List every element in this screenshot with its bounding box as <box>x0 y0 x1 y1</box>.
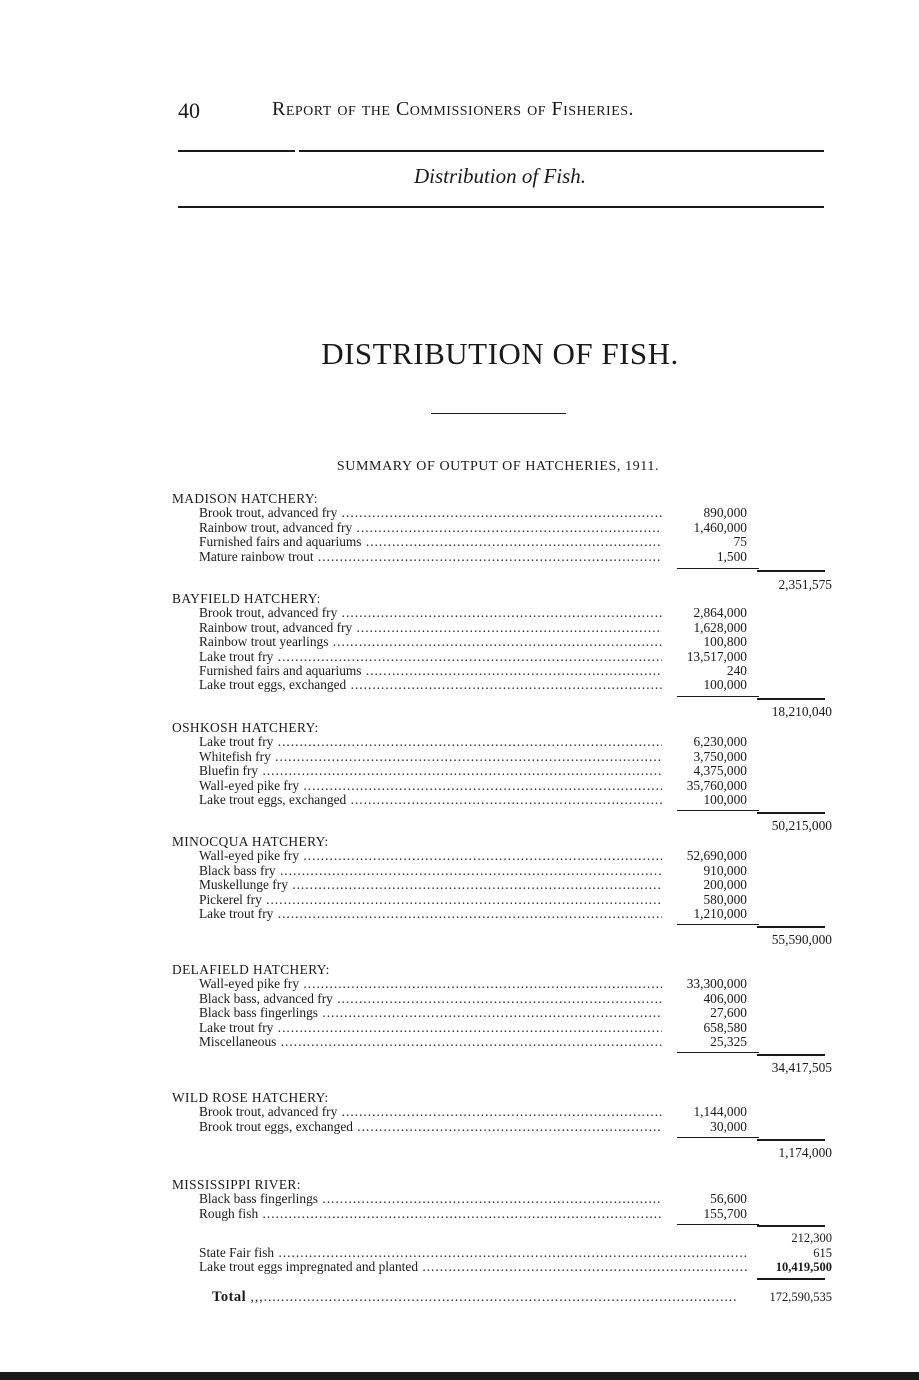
section-delafield <box>172 962 832 1075</box>
row-label: Miscellaneous ..... <box>199 1035 662 1049</box>
page-title: DISTRIBUTION OF FISH. <box>321 336 679 371</box>
row-label: Brook trout, advanced fry ..... <box>199 1105 662 1119</box>
table-row <box>172 650 832 664</box>
title-underline <box>431 413 566 414</box>
table-row <box>172 1021 832 1035</box>
row-label: Mature rainbow trout ..... <box>199 550 662 564</box>
section-minocqua <box>172 834 832 947</box>
table-row <box>172 678 832 692</box>
row-value: 1,460,000 <box>689 521 747 535</box>
running-title: Report of the Commissioners of Fisheries. <box>272 98 635 120</box>
row-label: Whitefish fry ..... <box>199 750 662 764</box>
row-label: Lake trout fry ..... <box>199 650 662 664</box>
row-value: 200,000 <box>699 878 747 892</box>
row-value: 33,300,000 <box>683 977 747 991</box>
subtotal-rule <box>677 924 759 925</box>
row-value: 10,419,500 <box>775 1260 832 1275</box>
subtotal-rule <box>677 810 759 811</box>
row-value: 56,600 <box>706 1192 747 1206</box>
extras-block <box>172 1246 832 1275</box>
subtotal-rule <box>757 812 825 814</box>
section-heading: OSHKOSH HATCHERY: <box>172 720 319 735</box>
section-heading: DELAFIELD HATCHERY: <box>172 962 330 977</box>
table-row <box>172 550 832 564</box>
section-wild-rose <box>172 1090 832 1160</box>
row-value: 1,210,000 <box>689 907 747 921</box>
row-label: Furnished fairs and aquariums ..... <box>199 535 662 549</box>
row-label: Black bass fingerlings ..... <box>199 1006 662 1020</box>
table-row <box>172 907 832 921</box>
grand-total-row <box>172 1290 832 1306</box>
table-row <box>172 1120 832 1134</box>
row-label: Black bass, advanced fry ..... <box>199 992 662 1006</box>
row-value: 1,628,000 <box>689 621 747 635</box>
row-label: Rainbow trout, advanced fry ..... <box>199 521 662 535</box>
summary-title: SUMMARY OF OUTPUT OF HATCHERIES, 1911. <box>336 459 660 474</box>
table-row <box>172 621 832 635</box>
row-label: Lake trout fry ..... <box>199 735 662 749</box>
row-value: 100,800 <box>699 635 747 649</box>
row-value: 1,500 <box>713 550 747 564</box>
row-label: State Fair fish ..... <box>199 1246 747 1260</box>
row-value: 75 <box>730 535 747 549</box>
section-subtotal: 2,351,575 <box>778 577 832 592</box>
row-value: 910,000 <box>699 864 747 878</box>
table-row <box>172 1260 832 1274</box>
row-value: 25,325 <box>706 1035 747 1049</box>
row-label: Brook trout eggs, exchanged ..... <box>199 1120 662 1134</box>
row-value: 1,144,000 <box>689 1105 747 1119</box>
row-value: 406,000 <box>699 992 747 1006</box>
table-row <box>172 664 832 678</box>
table-row <box>172 977 832 991</box>
total-value: 172,590,535 <box>769 1290 832 1304</box>
row-value: 580,000 <box>699 893 747 907</box>
row-value: 3,750,000 <box>689 750 747 764</box>
row-label: Lake trout fry ..... <box>199 1021 662 1035</box>
header-rule-top-left <box>178 150 295 152</box>
row-label: Brook trout, advanced fry ..... <box>199 606 662 620</box>
row-label: Wall-eyed pike fry ..... <box>199 849 662 863</box>
section-subtotal: 18,210,040 <box>771 704 832 719</box>
table-row <box>172 535 832 549</box>
table-row <box>172 793 832 807</box>
subtotal-rule <box>677 696 759 697</box>
section-heading: WILD ROSE HATCHERY: <box>172 1090 329 1105</box>
table-row <box>172 735 832 749</box>
section-heading: MISSISSIPPI RIVER: <box>172 1177 301 1192</box>
subtotal-rule <box>757 570 825 572</box>
subtotal-rule <box>677 1224 759 1225</box>
row-label: Furnished fairs and aquariums ..... <box>199 664 662 678</box>
row-label: Rainbow trout, advanced fry ..... <box>199 621 662 635</box>
row-value: 658,580 <box>699 1021 747 1035</box>
section-heading: MADISON HATCHERY: <box>172 491 318 506</box>
row-label: Lake trout eggs impregnated and planted ..... <box>199 1260 747 1274</box>
total-rule <box>757 1278 825 1280</box>
row-value: 35,760,000 <box>683 779 747 793</box>
row-value: 2,864,000 <box>689 606 747 620</box>
section-subtotal: 1,174,000 <box>778 1145 832 1160</box>
row-value: 4,375,000 <box>689 764 747 778</box>
row-label: Wall-eyed pike fry ..... <box>199 779 662 793</box>
section-subtotal: 55,590,000 <box>771 932 832 947</box>
row-label: Pickerel fry ..... <box>199 893 662 907</box>
row-value: 27,600 <box>706 1006 747 1020</box>
section-heading: BAYFIELD HATCHERY: <box>172 591 321 606</box>
row-value: 615 <box>813 1246 832 1260</box>
total-leader-dots: ,,,............................................................................................................. <box>246 1290 738 1304</box>
section-subtitle: Distribution of Fish. <box>413 164 587 188</box>
table-row <box>172 1290 832 1306</box>
subtotal-rule <box>677 568 759 569</box>
table-row <box>172 893 832 907</box>
subtotal-rule <box>757 698 825 700</box>
section-heading: MINOCQUA HATCHERY: <box>172 834 329 849</box>
total-label: Total <box>212 1290 247 1305</box>
row-label: Bluefin fry ..... <box>199 764 662 778</box>
row-value: 52,690,000 <box>683 849 747 863</box>
table-row <box>172 1035 832 1049</box>
table-row <box>172 1105 832 1119</box>
table-row <box>172 992 832 1006</box>
table-row <box>172 779 832 793</box>
table-row <box>172 750 832 764</box>
page-number: 40 <box>178 98 200 123</box>
row-value: 6,230,000 <box>689 735 747 749</box>
table-row <box>172 878 832 892</box>
row-label: Black bass fry ..... <box>199 864 662 878</box>
row-label: Muskellunge fry ..... <box>199 878 662 892</box>
row-value: 13,517,000 <box>683 650 747 664</box>
subtotal-rule <box>677 1052 759 1053</box>
row-label: Wall-eyed pike fry ..... <box>199 977 662 991</box>
subtotal-rule <box>757 926 825 928</box>
table-row <box>172 1006 832 1020</box>
subtotal-rule <box>757 1225 825 1227</box>
row-value: 155,700 <box>699 1207 747 1221</box>
row-label: Brook trout, advanced fry ..... <box>199 506 662 520</box>
section-mississippi <box>172 1177 832 1245</box>
table-row <box>172 849 832 863</box>
row-label: Lake trout eggs, exchanged ..... <box>199 793 662 807</box>
section-madison <box>172 491 832 592</box>
row-value: 100,000 <box>699 793 747 807</box>
table-row <box>172 864 832 878</box>
header-rule-bottom <box>178 206 824 208</box>
row-label: Black bass fingerlings ..... <box>199 1192 662 1206</box>
header-rule-top-right <box>299 150 824 152</box>
section-subtotal: 50,215,000 <box>771 818 832 833</box>
row-label: Rough fish ..... <box>199 1207 662 1221</box>
table-row <box>172 1246 832 1260</box>
row-value: 890,000 <box>699 506 747 520</box>
table-row <box>172 506 832 520</box>
subtotal-rule <box>677 1137 759 1138</box>
row-label: Lake trout fry ..... <box>199 907 662 921</box>
section-bayfield <box>172 591 832 719</box>
row-label: Lake trout eggs, exchanged ..... <box>199 678 662 692</box>
table-row <box>172 1207 832 1221</box>
section-subtotal: 34,417,505 <box>771 1060 832 1075</box>
subtotal-rule <box>757 1054 825 1056</box>
table-row <box>172 764 832 778</box>
row-value: 100,000 <box>699 678 747 692</box>
section-oshkosh <box>172 720 832 833</box>
table-row <box>172 606 832 620</box>
row-label: Rainbow trout yearlings ..... <box>199 635 662 649</box>
subtotal-rule <box>757 1139 825 1141</box>
table-row <box>172 635 832 649</box>
row-value: 30,000 <box>706 1120 747 1134</box>
bottom-edge-bar <box>0 1372 919 1380</box>
row-value: 240 <box>723 664 747 678</box>
section-subtotal: 212,300 <box>791 1231 832 1245</box>
table-row <box>172 521 832 535</box>
table-row <box>172 1192 832 1206</box>
